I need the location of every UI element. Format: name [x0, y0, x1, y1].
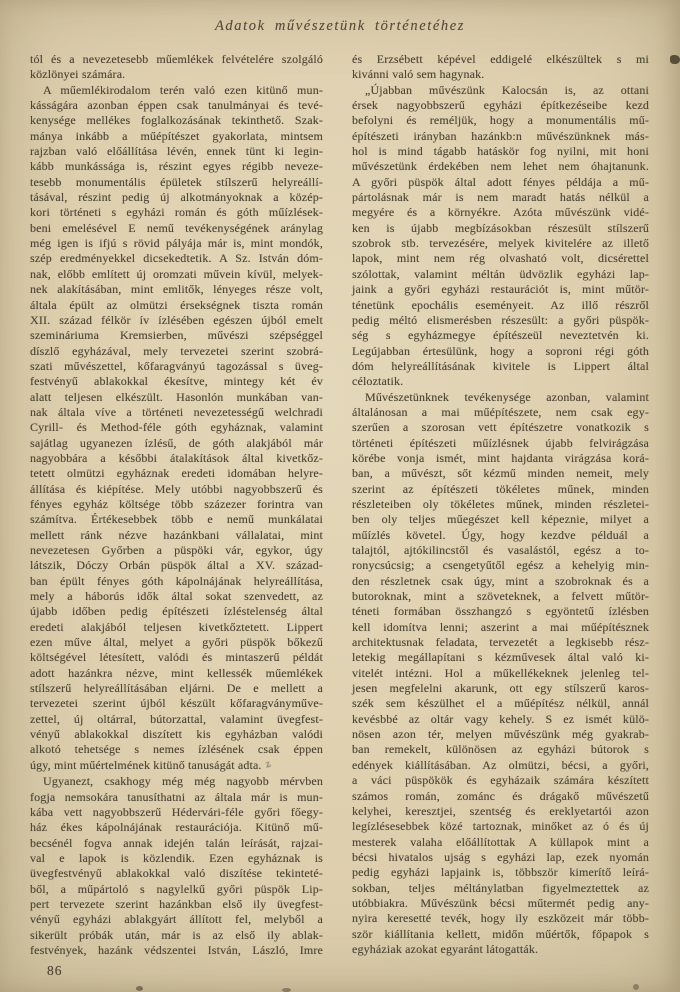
text-line: Cyrill- és Method-féle góth egyháznak, valamint [30, 420, 323, 435]
text-line: eredeti alakjából teljesen kivetkőztetett. Lippert [30, 619, 323, 634]
text-line: butoroknak, mint a szöveteknek, a felvett műtör- [352, 589, 649, 604]
text-line: sajátlag ugyanezen ízlésű, de góth alakjából már [30, 435, 323, 450]
text-line: szólottak, valamint méltán üdvözlik egyházi lap- [352, 266, 649, 281]
paragraph [30, 83, 323, 774]
text-line: szerűen a szorosan vett építészetre vonatkozik s [352, 420, 649, 435]
text-line: fényes egyház költsége több százezer forintra van [30, 496, 323, 511]
text-line: a váci püspökök és egyházaik számára készített [352, 773, 649, 788]
text-line: tetett olmützi egyháznak eredeti idomában helyre- [30, 466, 323, 481]
text-line: val e lapok is közlendik. Ezen egyháznak is [30, 850, 323, 865]
text-line: szerint az építészeti tökéletes műnek, minden [352, 481, 649, 496]
text-line: szobrok stb. tervezésére, melyek kivitelére az illető [352, 236, 649, 251]
text-line: stílszerű helyreállításában eljárni. De e mellett a [30, 681, 323, 696]
text-line: nagyobbára a későbbi átalakítások által kivetkőz- [30, 450, 323, 465]
text-line: adott hazánkra nézve, mint kellessék műemlékek [30, 665, 323, 680]
text-line: ban remekelt, különösen az egyházi bútorok s [352, 742, 649, 757]
text-line: ben oly teljes műegészet kell képeznie, milyet a [352, 512, 649, 527]
text-line: tól és a nevezetesebb műemlékek felvételére szolgáló [30, 52, 323, 66]
text-line: ban, a művészt, sőt kézmű minden nemeit, mely [352, 466, 649, 481]
text-line: tásával, részint pedig új alkotmányoknak a közép- [30, 190, 323, 205]
text-column-right [352, 52, 649, 957]
text-line: XII. század félkör ív ízlésében egészen újból emelt [30, 312, 323, 327]
text-line: közlönyei számára. [30, 67, 126, 82]
text-line: állítása és kiépítése. Mely utóbbi nagyobbszerű és [30, 481, 323, 496]
text-line: részleteiben oly tökéletes műnek, minden részletei- [352, 496, 649, 511]
paragraph [30, 774, 323, 958]
text-line: téneti formában összhangzó s egyöntetű ízlésben [352, 604, 649, 619]
text-line: építészeti irányban hazánkb:n művészünknek más- [352, 128, 649, 143]
text-line: üvegfestvényű ablakokkal való diszítése tekinteté- [30, 866, 323, 881]
text-line: általa épült az olmützi érsekségnek tiszta román [30, 297, 323, 312]
text-line: A győri püspök által adott fényes példája a mű- [352, 174, 649, 189]
text-line: utóbbiakra. Művészünk bécsi műtermét pedig any- [352, 895, 649, 910]
text-line: kenysége mellékes foglalkozásának tekinthető. Szak- [30, 113, 323, 128]
text-line: kivánni való sem hagynak. [352, 67, 485, 82]
ink-speck [282, 988, 291, 992]
text-line: festvényű ablakokkal ékesítve, mintegy két év [30, 374, 323, 389]
text-line: ban épült fényes góth kápolnájának helyreállítása, [30, 573, 323, 588]
text-line: szép eredményekkel dicsekedtetik. A Sz. István dóm- [30, 251, 323, 266]
text-line: vitelét intézni. Hol a műkellékeknek jelenleg tel- [352, 665, 649, 680]
text-line: költségével létesített, valódi és mintaszerű példát [30, 650, 323, 665]
text-line: mely a háborús idők által sokat szenvedett, az [30, 589, 323, 604]
text-line: pert tervezete szerint hazánkban első ily üvegfest- [30, 896, 323, 911]
text-line: sikerült próbák után, már is az első ily ablak- [30, 927, 323, 942]
running-head-title: Adatok művészetünk történetéhez [214, 18, 466, 34]
text-line: Legújabban értesülünk, hogy a soproni régi góth [352, 343, 649, 358]
text-line: alkotó tehetsége s nemes ízlésének csak éppen [30, 742, 323, 757]
text-line: úgy, mint műértelmének kitünő tanuságát adta. ʑ [30, 757, 272, 772]
text-line: den részletnek csak úgy, mint a szobroknak és a [352, 573, 649, 588]
text-line: befolyni és reméljük, hogy a monumentális mű- [352, 113, 649, 128]
text-line: látszik, Dóczy Orbán püspök által a XV. század- [30, 558, 323, 573]
text-line: nak, előbb említett új oromzati művein kívül, melyek- [30, 266, 323, 281]
text-line: díszlő egyházával, mely tervezetei szerint szobrá- [30, 343, 323, 358]
ink-speck [633, 984, 639, 990]
paragraph [30, 52, 323, 83]
text-line: dóm helyreállításának kivitele is Lippert által [352, 358, 649, 373]
text-line: és Erzsébett képével eddigelé elkészültek s mi [352, 52, 649, 66]
page-number: 86 [47, 963, 63, 978]
text-line: még igen is ifjú s rövid pályája már is, mint mondók, [30, 236, 323, 251]
text-line: kell idomítva lenni; aszerint a mai műépítésznek [352, 619, 649, 634]
text-line: nak általa víve a történeti nevezetességű welchradi [30, 404, 323, 419]
text-line: pedig egyházi lapjaink is, többször kimerítő leírá- [352, 865, 649, 880]
text-line: számítva. Értékesebbek több e nemű munkálatai [30, 512, 323, 527]
text-line: zettel, új oltárral, bútorzattal, valamint üvegfest- [30, 711, 323, 726]
text-line: ség s egyházmegye építészeül neveztetvén ki. [352, 328, 649, 343]
text-line: festvények, hazánk védszentei István, László, Imre [30, 942, 323, 957]
paragraph [352, 83, 649, 390]
text-line: sokban, teljes méltánylatban figyelmeztettek az [352, 880, 649, 895]
text-line: történeti építészeti műízlésnek újabb felvirágzása [352, 435, 649, 450]
text-line: legízlésesebbek közé tartoznak, minőket az ó és új [352, 819, 649, 834]
text-line: architektusnak feladata, tervezetét a legkisebb rész- [352, 635, 649, 650]
text-line: ház ékes kápolnájának restaurációja. Kitünő mű- [30, 820, 323, 835]
text-line: számos román, zománc és drágakő művészetű [352, 788, 649, 803]
text-line: kább munkássága is, részint egyes régibb neveze- [30, 159, 323, 174]
text-line: kába vett nagyobbszerű Hédervári-féle győri főegy- [30, 804, 323, 819]
text-line: Ugyanezt, csakhogy még még nagyobb mérvben [43, 774, 323, 789]
ink-speck [670, 55, 680, 64]
text-line: lapok, mint nem rég olvasható volt, dicsérettel [352, 251, 649, 266]
text-line: szati művészettel, kőfaragványú tagozással s üveg- [30, 358, 323, 373]
text-line: pártolásnak már is nem maradt hatás nélkül a [352, 190, 649, 205]
text-line: fogja nemsokára tanusíthatni az általa már is mun- [30, 789, 323, 804]
text-line: rajzban való előállítása lévén, ennek tünt ki legin- [30, 144, 323, 159]
text-line: pedig méltó elismerésben részesült: a győri püspök- [352, 312, 649, 327]
text-line: kásságára azonban éppen csak tanulmányai és tevé- [30, 98, 323, 113]
text-line: ször kiállítania kellett, midőn műértők, főpapok s [352, 926, 649, 941]
text-line: A műemlékirodalom terén való ezen kitünő mun- [43, 82, 323, 97]
text-line: mesterek valaha előállítottak A küllapok mint a [352, 834, 649, 849]
text-line: alatt teljesen elkészült. Hasonlón munkában van- [30, 389, 323, 404]
text-line: céloztatik. [352, 374, 404, 389]
text-line: vényű ablakokkal diszített kis egyházban valódi [30, 727, 323, 742]
text-line: művészetünk érdekében nem lehet nem óhajtanunk. [352, 159, 649, 174]
ink-speck [136, 986, 143, 991]
text-line: körébe vonja ismét, mint hajdanta virágzása korá- [352, 450, 649, 465]
text-line: vényű egyházi ablakgyárt állított fel, melyből a [30, 912, 323, 927]
text-line: mellett ránk nézve hazánkbani vállalatai, mint [30, 527, 323, 542]
text-line: talajtól, ajtókilincstől és vasalástól, egész a to- [352, 543, 649, 557]
paragraph [352, 52, 649, 83]
text-line: nösen azon tér, melyen művészünk még gyakrab- [352, 727, 649, 742]
text-line: ezen műve által, melyet a győri püspök bőkezű [30, 635, 323, 650]
text-line: edények kiállításában. Az olmützi, bécsi, a győri, [352, 757, 649, 772]
text-line: kelyhei, keresztjei, szentség és ereklyetartói azon [352, 803, 649, 818]
text-line: általánosan a mai műépítészete, nem csak egy- [352, 404, 649, 419]
text-line: újabb időben pedig építészeti ízléstelenség által [30, 604, 323, 619]
text-line: beni emelésével E nemű tevékenységének aránylag [30, 220, 323, 235]
text-line: szemináriuma Kremsierben, művészi szépséggel [30, 328, 323, 343]
text-line: Művészetünknek tevékenysége azonban, valamint [365, 389, 649, 404]
text-line: ténetünk epochális eseményeit. Az illő részről [352, 297, 649, 312]
text-line: hol is mind tágabb hatáskör fog nyilni, mit honi [352, 144, 649, 159]
text-line: mánya inkább a műépítészet gyakorlata, mintsem [30, 128, 323, 143]
text-column-left [30, 52, 323, 958]
text-line: jaink a győri egyházi restaurációt is, mint műtör- [352, 282, 649, 297]
text-line: bécsi hivatalos ujság s egyházi lap, ezek nyomán [352, 849, 649, 864]
text-line: nek alakításában, mint emlitők, lényeges része volt, [30, 282, 323, 297]
text-line: szék sem készülhet el a műépítész nélkül, annál [352, 696, 649, 711]
text-line: tesebb monumentális épületek stílszerű helyreállí- [30, 174, 323, 189]
text-line: letekig megállapítani s kézművesek által való ki- [352, 650, 649, 665]
text-line: tervezetei szerint újból készült kőfaragványműve- [30, 696, 323, 711]
text-line: becsénél fogva annak idején talán leírását, rajzai- [30, 835, 323, 850]
text-line: nyira keresetté tevék, hogy ily eszközeit már több- [352, 911, 649, 926]
text-line: nevezetesen Győrben a püspöki vár, egykor, úgy [30, 543, 323, 557]
text-line: ből, a műpártoló s nagylelkű győri püspök Lip- [30, 881, 323, 896]
text-line: érsek nagyobbszerű egyházi építkezéseibe kezd [352, 98, 649, 113]
text-line: egyháziak azokat egyaránt látogatták. [352, 941, 539, 956]
text-line: „Újabban művészünk Kalocsán is, az ottani [365, 82, 649, 97]
text-line: megyére és a környékre. Azóta művészünk vidé- [352, 205, 649, 220]
text-line: ronycsúcsig; a csengetyűtől egész a kehelyig min- [352, 558, 649, 573]
text-line: ken is újabb megbízásokban részesült stílszerű [352, 220, 649, 235]
text-line: kori történeti s egyházi román és góth műízlések- [30, 205, 323, 220]
text-line: jesen megfelelni akarunk, ott egy stílszerű karos- [352, 681, 649, 696]
ink-smudge: ʑ [263, 757, 272, 771]
text-line: műízlés követel. Úgy, hogy kezdve példuál a [352, 527, 649, 542]
paragraph [352, 390, 649, 958]
text-line: kevésbbé az oltár vagy kehely. S ez ismét külö- [352, 711, 649, 726]
